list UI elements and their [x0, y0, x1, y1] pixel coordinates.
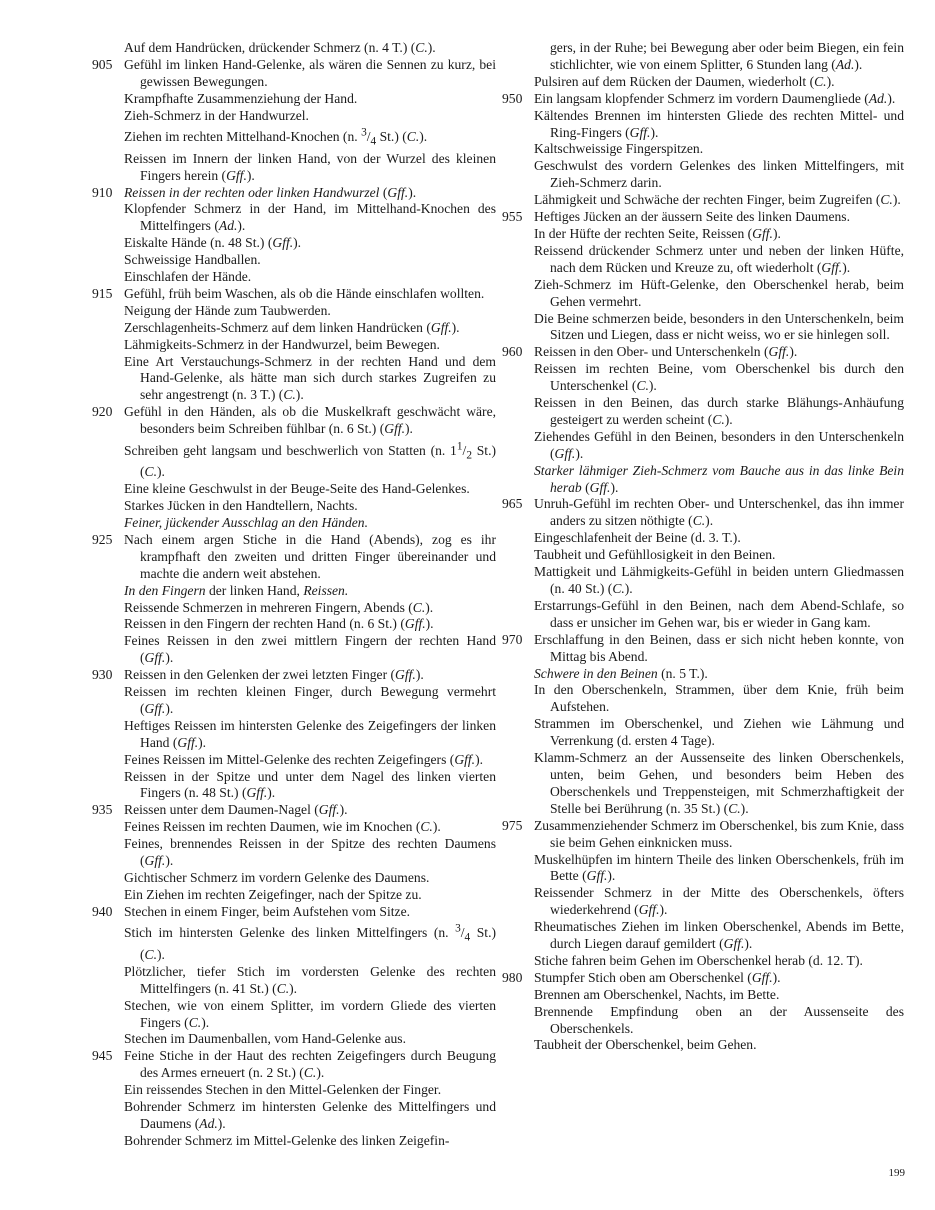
- entry-text: Reissen im Innern der linken Hand, von der Wurzel des kleinen Fingers herein (Gff.).: [124, 150, 496, 183]
- symptom-entry: [518, 682, 904, 716]
- entry-text: Reissen in den Fingern der rechten Hand (n. 6 St.) (Gff.).: [124, 616, 434, 632]
- entry-text: Muskelhüpfen im hintern Theile des linken Oberschenkels, früh im Bette (Gff.).: [534, 851, 904, 884]
- entry-text: Ziehen im rechten Mittelhand-Knochen (n. $^3/_4$ St.) (C.).: [124, 126, 428, 148]
- symptom-entry: [108, 481, 496, 498]
- symptom-entry: [108, 303, 496, 320]
- entry-text: Stiche fahren beim Gehen im Oberschenkel herab (d. 12. T).: [534, 952, 863, 968]
- entry-text: Kältendes Brennen im hintersten Gliede des rechten Mittel- und Ring-Fingers (Gff.).: [534, 107, 904, 140]
- symptom-entry: [108, 769, 496, 803]
- symptom-entry: [92, 531, 496, 583]
- entry-text: Feines Reissen in den zwei mittlern Fingern der rechten Hand (Gff.).: [124, 633, 496, 666]
- entry-text: Schreiben geht langsam und beschwerlich von Statten (n. $1^1/_2$ St.) (C.).: [124, 440, 496, 480]
- entry-text: Zieh-Schmerz in der Handwurzel.: [124, 107, 309, 123]
- symptom-entry: [518, 547, 904, 564]
- entry-text: Kaltschweissige Fingerspitzen.: [534, 141, 704, 157]
- entry-text: Pulsiren auf dem Rücken der Daumen, wiederholt (C.).: [534, 73, 835, 89]
- symptom-entry: [518, 852, 904, 886]
- symptom-entry: [108, 1082, 496, 1099]
- symptom-entry: [108, 583, 496, 600]
- entry-number: 965: [502, 496, 523, 512]
- symptom-entry: [518, 716, 904, 750]
- symptom-entry: [502, 969, 904, 987]
- entry-text: In den Oberschenkeln, Strammen, über dem Knie, früh beim Aufstehen.: [534, 682, 904, 715]
- entry-text: Auf dem Handrücken, drückender Schmerz (n. 4 T.) (C.).: [124, 40, 436, 55]
- symptom-entry: [92, 184, 496, 202]
- symptom-entry: [108, 320, 496, 337]
- entry-text: Eine kleine Geschwulst in der Beuge-Seite des Hand-Gelenkes.: [124, 481, 470, 497]
- symptom-entry: [92, 1048, 496, 1082]
- entry-number: 945: [92, 1048, 113, 1064]
- entry-text: Einschlafen der Hände.: [124, 269, 252, 285]
- entry-text: Stechen, wie von einem Splitter, im vordern Gliede des vierten Fingers (C.).: [124, 997, 496, 1030]
- entry-text: Zieh-Schmerz im Hüft-Gelenke, den Oberschenkel herab, beim Gehen vermehrt.: [534, 276, 904, 309]
- symptom-entry: [108, 752, 496, 769]
- symptom-entry: [108, 125, 496, 151]
- entry-text: Brennen am Oberschenkel, Nachts, im Bette.: [534, 986, 780, 1002]
- symptom-entry: [108, 718, 496, 752]
- symptom-entry: [518, 1004, 904, 1038]
- symptom-entry: [518, 429, 904, 463]
- entry-text: Feine Stiche in der Haut des rechten Zeigefingers durch Beugung des Armes erneuert (n. 2 St.) (C.).: [124, 1048, 496, 1081]
- symptom-entry: [92, 404, 496, 438]
- entry-text: Zerschlagenheits-Schmerz auf dem linken Handrücken (Gff.).: [124, 319, 460, 335]
- entry-text: Starkes Jücken in den Handtellern, Nachts.: [124, 498, 358, 514]
- symptom-entry: [108, 998, 496, 1032]
- entry-text: Heftiges Jücken an der äussern Seite des linken Daumens.: [534, 209, 850, 225]
- symptom-entry: [108, 633, 496, 667]
- entry-text: Schweissige Handballen.: [124, 252, 261, 268]
- symptom-entry: [502, 90, 904, 108]
- symptom-entry: [108, 438, 496, 481]
- entry-text: Stechen in einem Finger, beim Aufstehen vom Sitze.: [124, 903, 410, 919]
- entry-text: Erstarrungs-Gefühl in den Beinen, nach dem Abend-Schlafe, so dass er unsicher im Gehen war, bis er wieder in Gang kam.: [534, 597, 904, 630]
- symptom-entry: [108, 684, 496, 718]
- symptom-entry: [518, 463, 904, 497]
- entry-text: Reissen in der rechten oder linken Handwurzel (Gff.).: [124, 184, 417, 200]
- symptom-entry: [518, 919, 904, 953]
- entry-text: Brennende Empfindung oben an der Aussenseite des Oberschenkels.: [534, 1003, 904, 1036]
- symptom-entry: [108, 337, 496, 354]
- entry-text: Die Beine schmerzen beide, besonders in den Unterschenkeln, beim Sitzen und Liegen, dass er nicht weiss, wo er sie hinlegen soll.: [534, 310, 904, 343]
- symptom-entry: [108, 836, 496, 870]
- entry-number: 960: [502, 344, 523, 360]
- symptom-entry: [92, 56, 496, 91]
- symptom-entry: [108, 252, 496, 269]
- entry-text: Neigung der Hände zum Taubwerden.: [124, 302, 331, 318]
- symptom-entry: [518, 361, 904, 395]
- entry-text: Gefühl im linken Hand-Gelenke, als wären die Sennen zu kurz, bei gewissen Bewegungen.: [124, 56, 496, 89]
- symptom-entry: [108, 964, 496, 998]
- symptom-entry: [502, 817, 904, 852]
- symptom-entry: [108, 1031, 496, 1048]
- entry-number: 920: [92, 404, 113, 420]
- symptom-entry: [518, 141, 904, 158]
- left-column: [92, 40, 496, 1150]
- entry-text: Krampfhafte Zusammenziehung der Hand.: [124, 90, 358, 106]
- symptom-entry: [108, 819, 496, 836]
- symptom-entry: [502, 631, 904, 666]
- entry-text: Erschlaffung in den Beinen, dass er sich nicht heben konnte, von Mittag bis Abend.: [534, 631, 904, 664]
- symptom-entry: [108, 40, 496, 57]
- entry-text: Reissen in den Beinen, das durch starke Blähungs-Anhäufung gesteigert zu werden scheint (C.).: [534, 395, 904, 427]
- entry-text: Mattigkeit und Lähmigkeits-Gefühl in beiden untern Gliedmassen (n. 40 St.) (C.).: [534, 564, 904, 596]
- symptom-entry: [108, 887, 496, 904]
- symptom-entry: [108, 108, 496, 125]
- entry-number: 915: [92, 285, 113, 301]
- entry-text: Rheumatisches Ziehen im linken Oberschenkel, Abends im Bette, durch Liegen darauf gemildert (Gff.).: [534, 919, 904, 952]
- entry-text: Bohrender Schmerz im hintersten Gelenke des Mittelfingers und Daumens (Ad.).: [124, 1099, 496, 1131]
- symptom-entry: [518, 158, 904, 192]
- symptom-entry: [108, 201, 496, 235]
- symptom-entry: [108, 616, 496, 633]
- symptom-entry: [518, 277, 904, 311]
- entry-text: Feines Reissen im Mittel-Gelenke des rechten Zeigefingers (Gff.).: [124, 751, 484, 767]
- symptom-entry: [108, 269, 496, 286]
- symptom-entry: [92, 667, 496, 684]
- symptom-entry: [518, 598, 904, 632]
- entry-text: Zusammenziehender Schmerz im Oberschenkel, bis zum Knie, dass sie beim Gehen einknicken muss.: [534, 817, 904, 850]
- symptom-entry: [502, 344, 904, 361]
- entry-number: 975: [502, 817, 523, 833]
- entry-text: Reissender Schmerz in der Mitte des Oberschenkels, öfters wiederkehrend (Gff.).: [534, 885, 904, 918]
- entry-text: Eingeschlafenheit der Beine (d. 3. T.).: [534, 530, 741, 546]
- entry-text: gers, in der Ruhe; bei Bewegung aber oder beim Biegen, ein fein stichlichter, wie von einem Splitter, 6 Stunden lang (Ad.).: [550, 40, 904, 72]
- entry-text: Stechen im Daumenballen, vom Hand-Gelenke aus.: [124, 1031, 406, 1047]
- entry-text: Schwere in den Beinen (n. 5 T.).: [534, 665, 708, 681]
- entry-text: Ein Ziehen im rechten Zeigefinger, nach der Spitze zu.: [124, 886, 422, 902]
- entry-text: Strammen im Oberschenkel, und Ziehen wie Lähmung und Verrenkung (d. ersten 4 Tage).: [534, 716, 904, 749]
- symptom-entry: [108, 515, 496, 532]
- symptom-entry: [108, 498, 496, 515]
- symptom-entry: [518, 74, 904, 91]
- entry-text: Reissen im rechten kleinen Finger, durch Bewegung vermehrt (Gff.).: [124, 684, 496, 716]
- entry-number: 980: [502, 969, 523, 985]
- entry-text: Gichtischer Schmerz im vordern Gelenke des Daumens.: [124, 870, 430, 885]
- entry-text: Nach einem argen Stiche in die Hand (Abends), zog es ihr krampfhaft den zweiten und dritten Finger übereinander und machte die andern weit abstehen.: [124, 531, 496, 581]
- entry-text: Reissen in der Spitze und unter dem Nagel des linken vierten Fingers (n. 48 St.) (Gff.).: [124, 768, 496, 801]
- symptom-entry: [108, 600, 496, 617]
- symptom-entry: [92, 903, 496, 921]
- entry-text: Reissen in den Gelenken der zwei letzten Finger (Gff.).: [124, 667, 424, 683]
- entry-text: Geschwulst des vordern Gelenkes des linken Mittelfingers, mit Zieh-Schmerz darin.: [534, 158, 904, 191]
- symptom-entry: [108, 921, 496, 964]
- symptom-entry: [518, 750, 904, 818]
- symptom-entry: [108, 1133, 496, 1150]
- symptom-entry: [518, 226, 904, 243]
- symptom-entry: [518, 192, 904, 209]
- entry-text: Feines, brennendes Reissen in der Spitze des rechten Daumens (Gff.).: [124, 836, 496, 869]
- entry-number: 925: [92, 531, 113, 547]
- symptom-entry: [518, 108, 904, 142]
- entry-text: Eine Art Verstauchungs-Schmerz in der rechten Hand und dem Hand-Gelenke, als hätte man sich durch starkes Zugreifen zu sehr angestrengt (n. 3 T.) (C.).: [124, 353, 496, 403]
- symptom-entry: [518, 311, 904, 345]
- entry-text: Feines Reissen im rechten Daumen, wie im Knochen (C.).: [124, 819, 441, 835]
- entry-number: 955: [502, 209, 523, 225]
- entry-number: 935: [92, 802, 113, 818]
- entry-text: Bohrender Schmerz im Mittel-Gelenke des linken Zeigefin-: [124, 1132, 450, 1148]
- entry-number: 905: [92, 56, 113, 72]
- symptom-entry: [108, 91, 496, 108]
- symptom-entry: [108, 235, 496, 252]
- entry-text: Reissen unter dem Daumen-Nagel (Gff.).: [124, 802, 348, 818]
- entry-text: Reissen in den Ober- und Unterschenkeln (Gff.).: [534, 344, 798, 360]
- right-column: [502, 40, 904, 1054]
- symptom-entry: [502, 496, 904, 530]
- entry-text: Ein langsam klopfender Schmerz im vordern Daumengliede (Ad.).: [534, 90, 896, 106]
- entry-number: 930: [92, 667, 113, 683]
- symptom-entry: [518, 40, 904, 74]
- symptom-entry: [518, 987, 904, 1004]
- entry-text: Ein reissendes Stechen in den Mittel-Gelenken der Finger.: [124, 1082, 442, 1098]
- entry-text: Heftiges Reissen im hintersten Gelenke des Zeigefingers der linken Hand (Gff.).: [124, 717, 496, 750]
- entry-number: 910: [92, 184, 113, 200]
- entry-text: Unruh-Gefühl im rechten Ober- und Unterschenkel, das ihn immer anders zu sitzen nöthigte (C.).: [534, 496, 904, 529]
- entry-text: Ziehendes Gefühl in den Beinen, besonders in den Unterschenkeln (Gff.).: [534, 428, 904, 461]
- entry-text: Plötzlicher, tiefer Stich im vordersten Gelenke des rechten Mittelfingers (n. 41 St.) (C.).: [124, 963, 496, 996]
- symptom-entry: [518, 666, 904, 683]
- entry-text: Lähmigkeit und Schwäche der rechten Finger, beim Zugreifen (C.).: [534, 192, 901, 208]
- page-number: 199: [888, 1167, 905, 1179]
- entry-text: Stich im hintersten Gelenke des linken Mittelfingers (n. $^3/_4$ St.) (C.).: [124, 922, 496, 962]
- entry-number: 940: [92, 903, 113, 919]
- entry-text: Reissende Schmerzen in mehreren Fingern, Abends (C.).: [124, 599, 434, 615]
- symptom-entry: [518, 885, 904, 919]
- entry-text: Reissen im rechten Beine, vom Oberschenkel bis durch den Unterschenkel (C.).: [534, 361, 904, 394]
- entry-number: 970: [502, 631, 523, 647]
- entry-text: In den Fingern der linken Hand, Reissen.: [124, 582, 349, 598]
- symptom-entry: [518, 395, 904, 429]
- entry-text: Starker lähmiger Zieh-Schmerz vom Bauche aus in das linke Bein herab (Gff.).: [534, 462, 904, 495]
- symptom-entry: [108, 1099, 496, 1133]
- entry-text: Stumpfer Stich oben am Oberschenkel (Gff.).: [534, 969, 781, 985]
- entry-number: 950: [502, 90, 523, 106]
- entry-text: Reissend drückender Schmerz unter und neben der linken Hüfte, nach dem Rücken und Kreuze zu, oft wiederholt (Gff.).: [534, 242, 904, 275]
- symptom-entry: [502, 209, 904, 226]
- entry-text: Klopfender Schmerz in der Hand, im Mittelhand-Knochen des Mittelfingers (Ad.).: [124, 201, 496, 234]
- symptom-entry: [108, 151, 496, 185]
- entry-text: Taubheit und Gefühllosigkeit in den Beinen.: [534, 547, 776, 563]
- entry-text: In der Hüfte der rechten Seite, Reissen (Gff.).: [534, 225, 781, 241]
- symptom-entry: [92, 285, 496, 303]
- symptom-entry: [518, 953, 904, 970]
- entry-text: Taubheit der Oberschenkel, beim Gehen.: [534, 1037, 757, 1053]
- entry-text: Gefühl, früh beim Waschen, als ob die Hände einschlafen wollten.: [124, 285, 485, 301]
- symptom-entry: [108, 354, 496, 405]
- symptom-entry: [92, 802, 496, 819]
- symptom-entry: [518, 564, 904, 598]
- entry-text: Eiskalte Hände (n. 48 St.) (Gff.).: [124, 235, 302, 251]
- symptom-entry: [518, 1037, 904, 1054]
- entry-text: Lähmigkeits-Schmerz in der Handwurzel, beim Bewegen.: [124, 336, 440, 352]
- entry-text: Gefühl in den Händen, als ob die Muskelkraft geschwächt wäre, besonders beim Schreiben fühlbar (n. 6 St.) (Gff.).: [124, 404, 496, 437]
- entry-text: Feiner, jückender Ausschlag an den Händen.: [124, 514, 369, 530]
- symptom-entry: [518, 243, 904, 277]
- symptom-entry: [108, 870, 496, 887]
- entry-text: Klamm-Schmerz an der Aussenseite des linken Oberschenkels, unten, beim Gehen, und besonders beim Heben des Oberschenkels und Treppensteigen, mit Schmerzhaftigkeit der Stelle bei Berührung (n. 35 St.) (C.).: [534, 750, 904, 816]
- symptom-entry: [518, 530, 904, 547]
